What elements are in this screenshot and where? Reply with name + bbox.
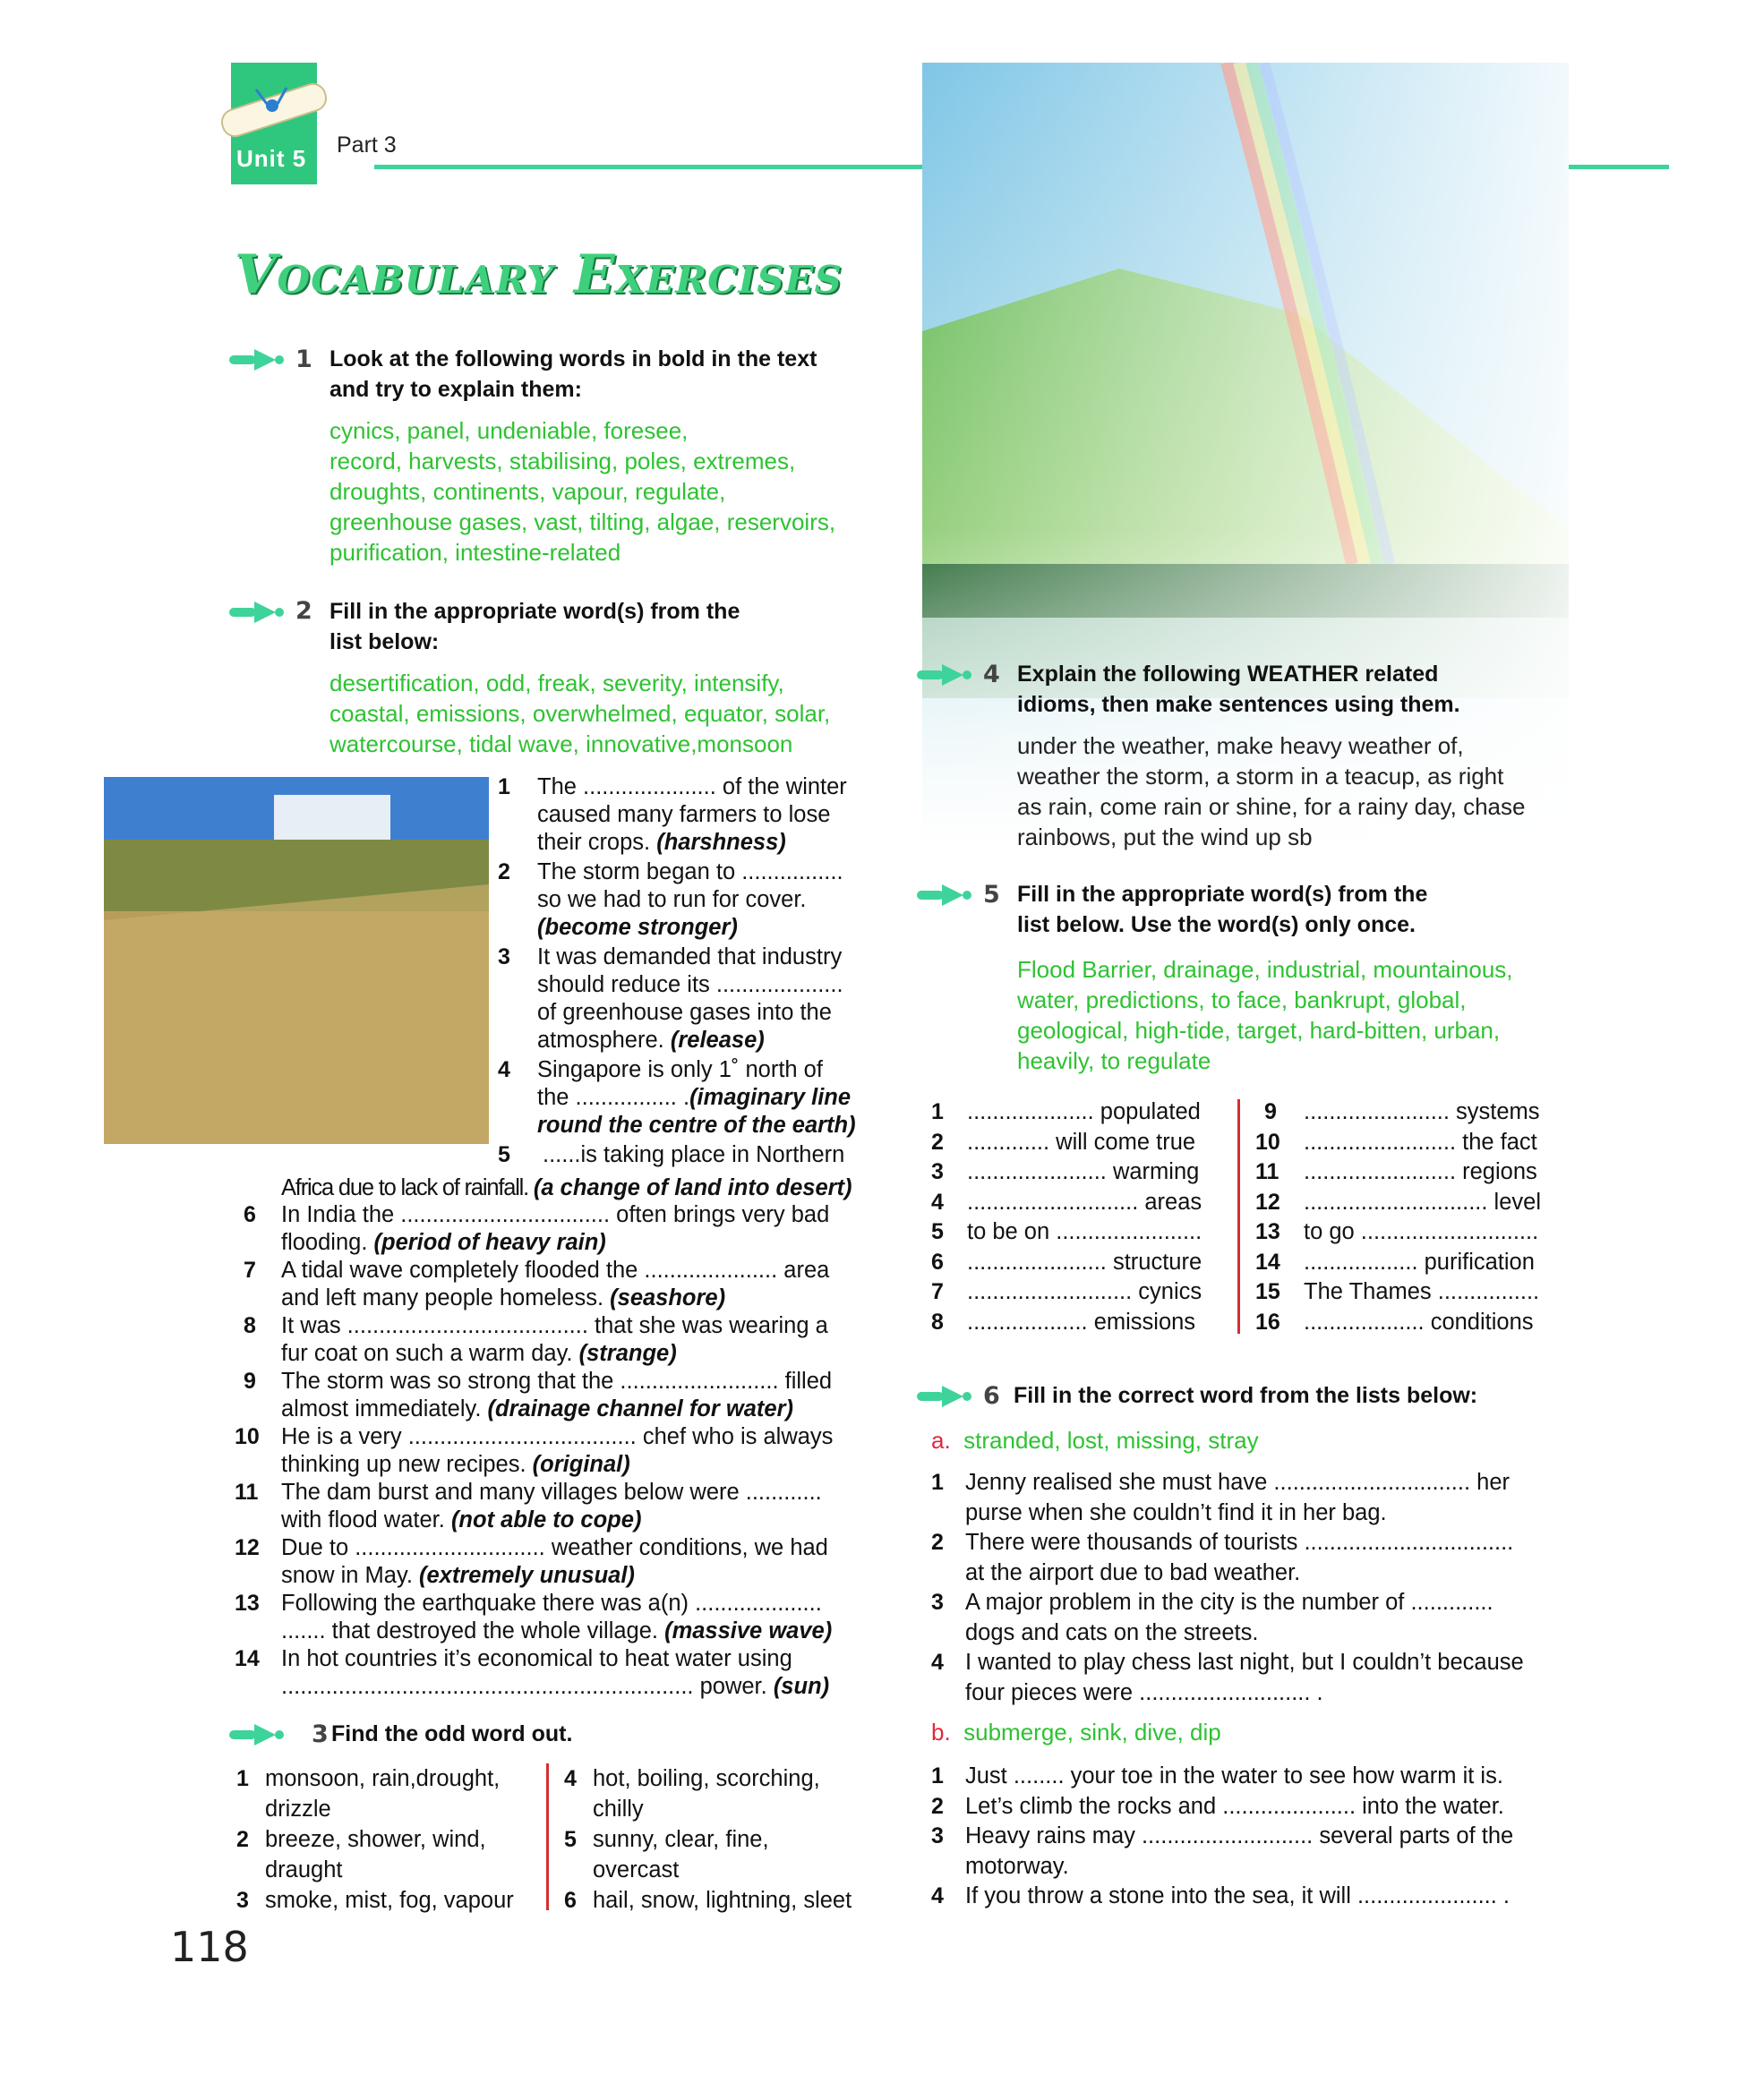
item-line: In hot countries it’s economical to heat water using [281,1646,792,1671]
ex6-list-b-words [931,1717,1221,1747]
item-line: ...................... structure [967,1249,1202,1275]
item-hint: (release) [670,1028,765,1053]
ex2-items-wide [235,1201,874,1701]
header-rule-left [374,165,922,169]
list-item [931,1248,1218,1278]
item-number: 14 [1255,1249,1280,1275]
item-number: 3 [236,1888,249,1913]
ex1-words-line: purification, intestine-related [329,539,621,566]
item-line: their crops. [537,830,657,855]
item-line: Due to .............................. weather conditions, we had [281,1535,828,1560]
item-number: 13 [1255,1219,1280,1244]
item-line: the ................ . [537,1085,690,1110]
item-number: 9 [244,1369,256,1394]
item-number: 2 [931,1530,944,1555]
ex1-heading-line: Look at the following words in bold in the text [329,346,817,371]
item-line: .......................... cynics [967,1279,1202,1304]
item-number: 15 [1255,1279,1280,1304]
arrow-icon [229,347,285,372]
item-line: overcast [593,1857,680,1882]
item-line: fur coat on such a warm day. [281,1341,579,1366]
ex5-number: 5 [983,881,1000,909]
item-number: 4 [564,1766,577,1791]
item-line: ............. will come true [967,1129,1196,1155]
item-line: Africa due to lack of rainfall. [281,1175,534,1200]
ex6-heading: Fill in the correct word from the lists below: [1014,1383,1478,1408]
ex1-words-line: droughts, continents, vapour, regulate, [329,478,726,505]
item-number: 3 [931,1159,944,1184]
item-number: 4 [498,1057,510,1082]
list-item [1255,1188,1560,1218]
item-hint: (original) [532,1452,630,1477]
item-hint: (a change of land into desert) [533,1175,852,1200]
list-item [1255,1308,1560,1338]
item-hint: (seashore) [610,1285,726,1310]
arrow-icon [917,662,972,687]
ex4-number: 4 [983,661,1000,688]
item-line: to be on ....................... [967,1219,1202,1244]
item-line: ........................ regions [1304,1159,1537,1184]
ex6-number: 6 [983,1382,1000,1410]
list-item [564,1885,877,1916]
item-line: flooding. [281,1230,374,1255]
ex6-b-list [931,1762,1576,1912]
item-line: sunny, clear, fine, [593,1827,769,1852]
ex5-heading-line: list below. Use the word(s) only once. [1017,912,1416,937]
item-line: caused many farmers to lose [537,802,831,827]
item-hint: (sun) [773,1674,830,1699]
item-line: monsoon, rain,drought, [265,1766,501,1791]
item-line: atmosphere. [537,1028,671,1053]
list-item [564,1763,877,1824]
item-number: 13 [235,1591,260,1616]
item-line: A tidal wave completely flooded the ..................... area [281,1258,830,1283]
wheat-field-photo [104,777,489,1144]
item-hint: (drainage channel for water) [487,1396,794,1421]
item-line: so we had to run for cover. [537,887,807,912]
ex2-heading [329,596,740,657]
item-line: at the airport due to bad weather. [965,1559,1301,1585]
item-hint: (imaginary line [689,1085,852,1110]
item-line: ............................. level [1304,1189,1541,1215]
item-line: ................................................................. power. [281,1674,774,1699]
arrow-icon [229,600,285,625]
list-item [235,1423,874,1479]
list-item [498,943,874,1054]
ex3-number: 3 [312,1720,329,1748]
list-item [931,1277,1218,1308]
item-line: It was demanded that industry [537,944,843,969]
list-item [236,1824,541,1885]
ex5-words-line: heavily, to regulate [1017,1047,1211,1074]
item-number: 6 [564,1888,577,1913]
item-line: snow in May. [281,1563,419,1588]
ex1-heading [329,344,817,405]
list-item [931,1128,1218,1158]
arrow-icon [917,883,972,908]
list-item [236,1763,541,1824]
item-line: smoke, mist, fog, vapour [265,1888,514,1913]
item-line: draught [265,1857,343,1882]
item-line: The Thames ................ [1304,1279,1540,1304]
ex6-a-list [931,1468,1576,1708]
list-item [235,1645,874,1701]
ex5-words-line: geological, high-tide, target, hard-bitten, urban, [1017,1017,1501,1044]
list-item [1255,1277,1560,1308]
list-item [931,1882,1576,1912]
list-item [931,1308,1218,1338]
list-item [564,1824,877,1885]
list-item [931,1822,1576,1882]
ex4-idioms-line: under the weather, make heavy weather of, [1017,732,1464,759]
ex4-idioms [1017,730,1525,852]
ex2-heading-line: list below: [329,629,440,654]
item-number: 8 [244,1313,256,1338]
item-hint: (harshness) [656,830,786,855]
list-item [931,1217,1218,1248]
item-number: 4 [931,1650,944,1675]
item-line: A major problem in the city is the number of ............. [965,1590,1493,1615]
item-number: 12 [1255,1189,1280,1215]
item-line: There were thousands of tourists ................................. [965,1530,1514,1555]
list-item [235,1201,874,1257]
item-number: 3 [931,1823,944,1848]
item-number: 10 [235,1424,260,1449]
item-number: 1 [931,1470,944,1495]
ex4-heading-line: Explain the following WEATHER related [1017,662,1439,687]
item-line: hot, boiling, scorching, [593,1766,820,1791]
scroll-icon [211,70,337,141]
list-item [931,1792,1576,1823]
ex2-item5-continuation [281,1174,874,1202]
item-number: 7 [244,1258,256,1283]
list-item [235,1368,874,1423]
ex2-word-list [329,668,830,759]
item-hint: (period of heavy rain) [373,1230,606,1255]
item-line: The storm began to ................ [537,859,843,884]
item-number: 4 [931,1883,944,1908]
ex3-right-list [564,1763,877,1916]
item-hint: (become stronger) [537,915,738,940]
list-item [235,1479,874,1534]
item-number: 3 [498,944,510,969]
ex1-word-list [329,415,835,568]
list-item [1255,1157,1560,1188]
ex2-words-line: desertification, odd, freak, severity, intensify, [329,670,784,696]
ex5-right-list [1255,1097,1560,1337]
list-item [235,1534,874,1590]
item-line: ......is taking place in Northern [543,1142,845,1167]
item-line: Following the earthquake there was a(n) .................... [281,1591,822,1616]
list-item [235,1590,874,1645]
ex2-number: 2 [295,597,312,625]
item-number: 2 [498,859,510,884]
item-line: and left many people homeless. [281,1285,611,1310]
item-hint: (extremely unusual) [419,1563,635,1588]
ex5-heading-line: Fill in the appropriate word(s) from the [1017,882,1428,907]
item-line: ....... that destroyed the whole village. [281,1618,665,1643]
list-item [498,1141,874,1169]
item-number: 11 [1255,1159,1279,1184]
item-number: 5 [931,1219,944,1244]
item-line: drizzle [265,1797,331,1822]
item-hint: round the centre of the earth) [537,1113,856,1138]
ex3-heading: Find the odd word out. [331,1721,573,1746]
item-line: .................. purification [1304,1249,1535,1275]
item-line: should reduce its .................... [537,972,843,997]
item-line: ....................... systems [1304,1099,1540,1124]
ex5-left-list [931,1097,1218,1337]
ex6-list-a-words [931,1425,1259,1455]
list-item [931,1157,1218,1188]
list-item [1255,1097,1560,1128]
item-line: He is a very .................................... chef who is always [281,1424,834,1449]
item-line: hail, snow, lightning, sleet [593,1888,852,1913]
item-line: I wanted to play chess last night, but I couldn’t because [965,1650,1524,1675]
item-line: ........................... areas [967,1189,1202,1215]
list-item [1255,1248,1560,1278]
item-line: ........................ the fact [1304,1129,1537,1155]
list-item [498,858,874,942]
list-item [498,1056,874,1140]
list-label: b. [931,1719,951,1746]
item-number: 12 [235,1535,260,1560]
item-line: almost immediately. [281,1396,488,1421]
item-line: The storm was so strong that the ......................... filled [281,1369,833,1394]
item-line: chilly [593,1797,644,1822]
list-label: a. [931,1427,951,1454]
list-item [235,1257,874,1312]
item-line: four pieces were ........................... . [965,1679,1323,1705]
list-item [931,1588,1576,1648]
item-line: Jenny realised she must have ............................... her [965,1470,1511,1495]
ex2-words-line: watercourse, tidal wave, innovative,monsoon [329,730,793,757]
item-number: 2 [236,1827,249,1852]
list-item [931,1762,1576,1792]
item-number: 2 [931,1129,944,1155]
list-item [931,1528,1576,1588]
item-line: ................... conditions [1304,1309,1534,1335]
item-number: 1 [498,774,510,799]
item-number: 9 [1264,1099,1277,1124]
item-line: It was ...................................... that she was wearing a [281,1313,828,1338]
column-divider [546,1763,549,1910]
item-number: 11 [235,1480,259,1505]
item-line: purse when she couldn’t find it in her bag. [965,1499,1387,1525]
item-number: 3 [931,1590,944,1615]
item-line: breeze, shower, wind, [265,1827,486,1852]
page-number: 118 [170,1923,249,1971]
item-line: Let’s climb the rocks and ..................... into the water. [965,1793,1504,1819]
item-line: Singapore is only 1˚ north of [537,1057,823,1082]
list-item [931,1188,1218,1218]
item-number: 5 [564,1827,577,1852]
ex5-heading [1017,879,1427,940]
item-line: The dam burst and many villages below were ............ [281,1480,822,1505]
item-line: dogs and cats on the streets. [965,1619,1259,1645]
list-item [498,773,874,857]
item-line: If you throw a stone into the sea, it will ...................... . [965,1883,1511,1908]
item-line: .................... populated [967,1099,1201,1124]
ex5-words-line: Flood Barrier, drainage, industrial, mountainous, [1017,956,1513,983]
ex4-idioms-line: as rain, come rain or shine, for a rainy day, chase [1017,793,1526,820]
ex2-heading-line: Fill in the appropriate word(s) from the [329,599,740,624]
part-label: Part 3 [337,132,397,158]
arrow-icon [917,1384,972,1409]
ex5-word-list [1017,954,1513,1076]
item-number: 1 [931,1763,944,1788]
item-number: 1 [931,1099,944,1124]
column-divider [1237,1099,1240,1334]
ex2-words-line: coastal, emissions, overwhelmed, equator, solar, [329,700,831,727]
ex1-words-line: cynics, panel, undeniable, foresee, [329,417,689,444]
item-number: 6 [931,1249,944,1275]
item-number: 6 [244,1202,256,1227]
ex1-words-line: greenhouse gases, vast, tilting, algae, reservoirs, [329,508,836,535]
item-hint: (not able to cope) [450,1507,642,1532]
ex4-idioms-line: rainbows, put the wind up sb [1017,824,1313,850]
item-hint: (strange) [578,1341,677,1366]
item-number: 8 [931,1309,944,1335]
item-number: 7 [931,1279,944,1304]
item-number: 14 [235,1646,260,1671]
list-item [931,1097,1218,1128]
item-line: Heavy rains may ........................... several parts of the [965,1823,1514,1848]
ex4-heading-line: idioms, then make sentences using them. [1017,692,1460,717]
item-line: ................... emissions [967,1309,1196,1335]
item-line: ...................... warming [967,1159,1200,1184]
item-number: 1 [236,1766,249,1791]
item-number: 5 [498,1142,510,1167]
item-number: 4 [931,1189,944,1215]
list-item [931,1648,1576,1708]
item-hint: (massive wave) [664,1618,833,1643]
ex6-a-words: stranded, lost, missing, stray [963,1427,1259,1454]
ex5-words-line: water, predictions, to face, bankrupt, global, [1017,986,1467,1013]
item-line: The ..................... of the winter [537,774,847,799]
list-item [931,1468,1576,1528]
ex3-left-list [236,1763,541,1916]
ex4-heading [1017,659,1460,720]
item-line: thinking up new recipes. [281,1452,533,1477]
ex4-idioms-line: weather the storm, a storm in a teacup, as right [1017,763,1504,790]
header-rule-right [1569,165,1669,169]
item-line: with flood water. [281,1507,451,1532]
item-number: 16 [1255,1309,1280,1335]
item-line: motorway. [965,1853,1069,1879]
ex2-items-narrow [498,773,874,1169]
item-number: 10 [1255,1129,1280,1155]
unit-label: Unit 5 [236,145,307,172]
page-title: Vocabulary Exercises [235,243,843,306]
item-line: Just ........ your toe in the water to see how warm it is. [965,1763,1503,1788]
list-item [236,1885,541,1916]
arrow-icon [229,1722,285,1747]
list-item [235,1312,874,1368]
ex1-words-line: record, harvests, stabilising, poles, extremes, [329,448,796,474]
item-line: of greenhouse gases into the [537,1000,832,1025]
item-line: In India the ................................. often brings very bad [281,1202,830,1227]
item-line: to go ............................ [1304,1219,1539,1244]
ex6-b-words: submerge, sink, dive, dip [963,1719,1221,1746]
list-item [1255,1217,1560,1248]
ex1-heading-line: and try to explain them: [329,377,582,402]
ex1-number: 1 [295,346,312,373]
list-item [1255,1128,1560,1158]
item-number: 2 [931,1793,944,1819]
